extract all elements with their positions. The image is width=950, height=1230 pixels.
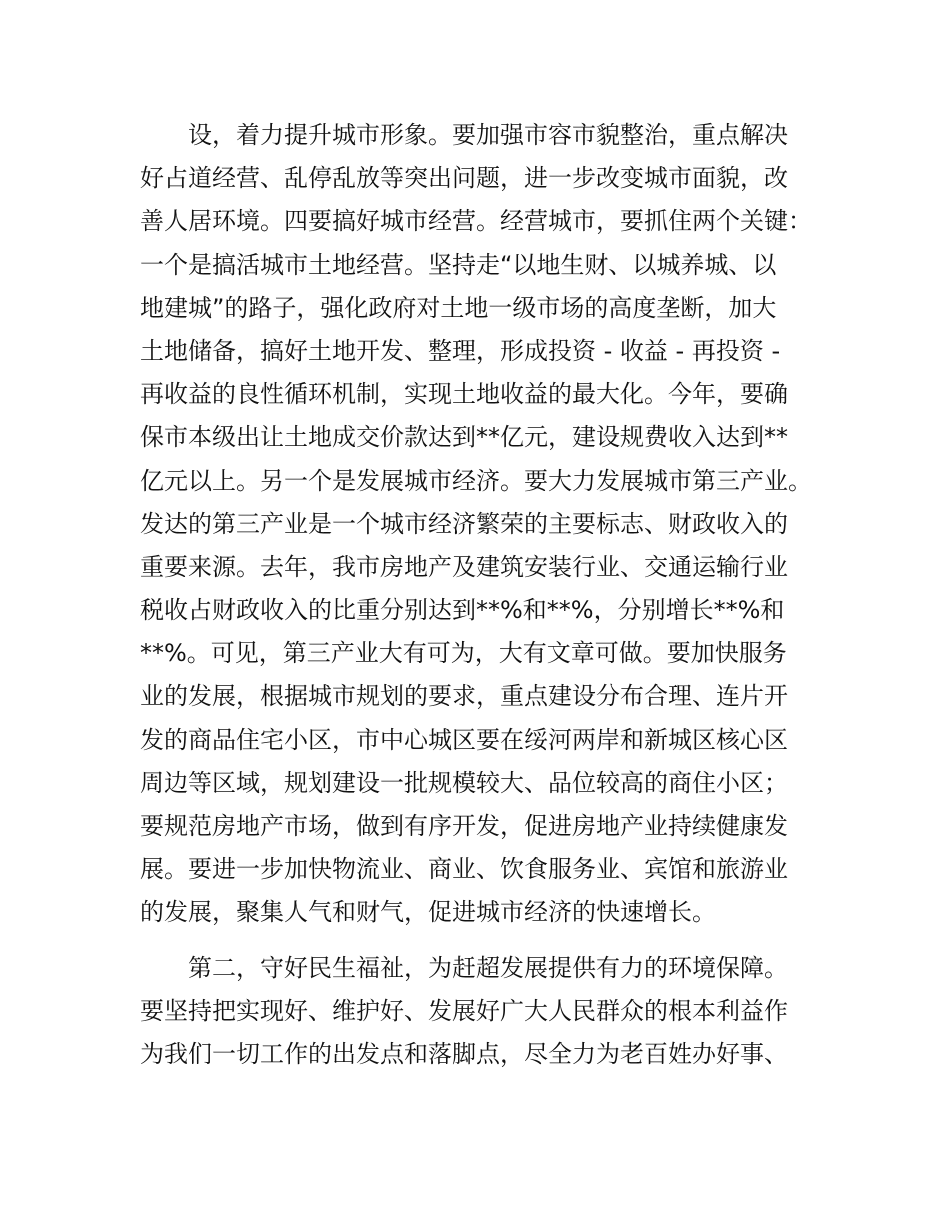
paragraph-line: 重要来源。去年，我市房地产及建筑安装行业、交通运输行业 <box>140 552 788 581</box>
paragraph-line: 再收益的良性循环机制，实现土地收益的最大化。今年，要确 <box>140 380 788 409</box>
paragraph-line: 的发展，聚集人气和财气，促进城市经济的快速增长。 <box>140 898 716 927</box>
paragraph-line: 要坚持把实现好、维护好、发展好广大人民群众的根本利益作 <box>140 997 788 1026</box>
paragraph-line: 要规范房地产市场，做到有序开发，促进房地产业持续健康发 <box>140 812 788 840</box>
paragraph-line: 周边等区域，规划建设一批规模较大、品位较高的商住小区； <box>140 768 788 797</box>
paragraph-line: **%。可见，第三产业大有可为，大有文章可做。要加快服务 <box>140 639 787 668</box>
paragraph-line: 亿元以上。另一个是发展城市经济。要大力发展城市第三产业。 <box>140 466 812 495</box>
paragraph-line: 一个是搞活城市土地经营。坚持走“以地生财、以城养城、以 <box>140 250 777 279</box>
paragraph-line: 展。要进一步加快物流业、商业、饮食服务业、宾馆和旅游业 <box>140 855 788 884</box>
paragraph-line: 保市本级出让土地成交价款达到**亿元，建设规费收入达到** <box>140 423 788 452</box>
paragraph-line: 为我们一切工作的出发点和落脚点，尽全力为老百姓办好事、 <box>140 1040 788 1069</box>
paragraph-urban-management <box>140 114 840 935</box>
paragraph-line: 业的发展，根据城市规划的要求，重点建设分布合理、连片开 <box>140 682 788 711</box>
paragraph-line: 地建城”的路子，强化政府对土地一级市场的高度垄断，加大 <box>140 293 777 322</box>
paragraph-livelihood <box>140 947 840 1077</box>
paragraph-line: 土地储备，搞好土地开发、整理，形成投资 - 收益 - 再投资 - <box>140 336 781 365</box>
paragraph-line: 发的商品住宅小区，市中心城区要在绥河两岸和新城区核心区 <box>140 725 788 754</box>
paragraph-line: 善人居环境。四要搞好城市经营。经营城市，要抓住两个关键： <box>140 207 812 236</box>
paragraph-line: 好占道经营、乱停乱放等突出问题，进一步改变城市面貌，改 <box>140 164 788 193</box>
paragraph-line: 设，着力提升城市形象。要加强市容市貌整治，重点解决 <box>188 121 788 149</box>
paragraph-line: 第二，守好民生福祉，为赶超发展提供有力的环境保障。 <box>188 954 788 982</box>
paragraph-line: 税收占财政收入的比重分别达到**%和**%，分别增长**%和 <box>140 596 785 625</box>
paragraph-line: 发达的第三产业是一个城市经济繁荣的主要标志、财政收入的 <box>140 509 788 538</box>
